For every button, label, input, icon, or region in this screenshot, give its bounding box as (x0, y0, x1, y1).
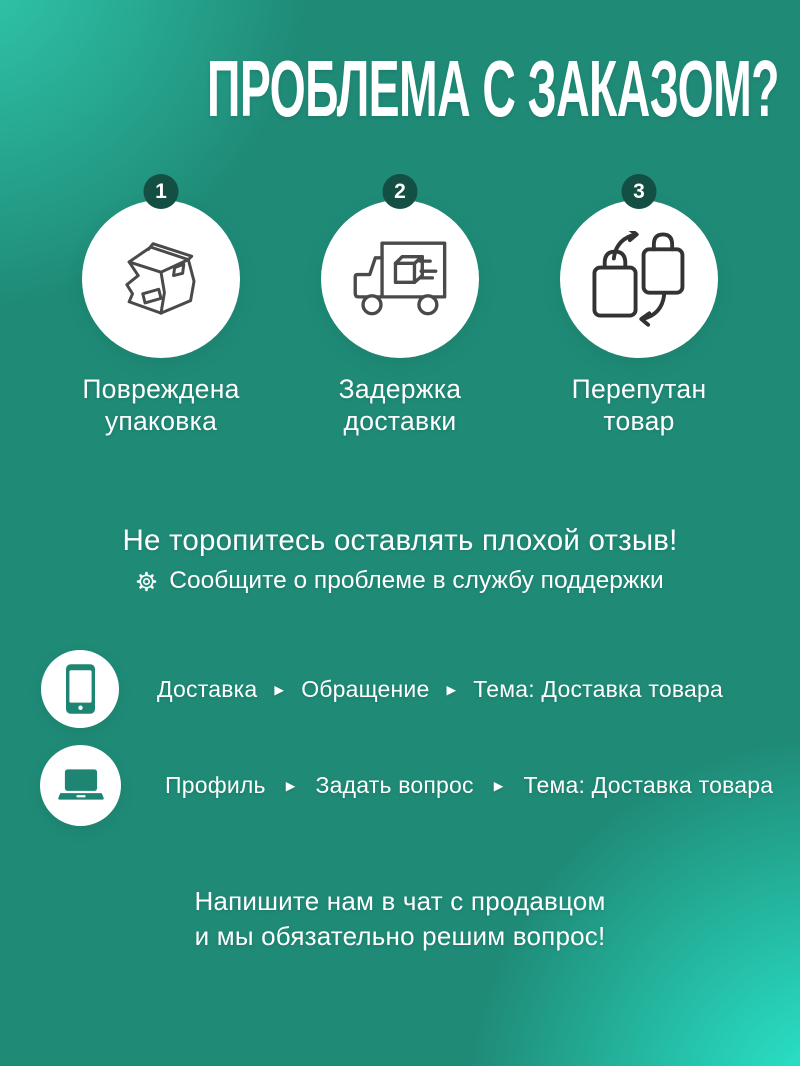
support-path-web (0, 745, 800, 826)
page-title-text: ПРОБЛЕМА С ЗАКАЗОМ? (207, 44, 779, 133)
problem-label-line1: Повреждена (82, 374, 240, 404)
problems-row (0, 179, 800, 438)
gear-icon (136, 571, 157, 592)
problem-label-line2: доставки (343, 406, 457, 437)
device-circle (40, 745, 121, 826)
breadcrumb-step: Тема: Доставка товара (523, 772, 774, 798)
problem-number: 2 (394, 179, 406, 203)
problem-number-badge (383, 174, 418, 209)
page-title (0, 44, 800, 133)
footer-note (0, 884, 800, 953)
problem-number: 1 (155, 179, 167, 203)
chevron-right-icon: ▶ (285, 778, 296, 794)
chevron-right-icon: ▶ (274, 681, 285, 697)
problem-label (82, 373, 239, 438)
problem-circle (560, 179, 718, 358)
problem-card-mixed-up-item (526, 179, 752, 438)
breadcrumb-step: Профиль (165, 772, 266, 798)
breadcrumb-step: Доставка (157, 675, 258, 702)
footer-line1: Напишите нам в чат с продавцом (194, 886, 606, 916)
problem-number-badge (622, 174, 657, 209)
delivery-truck-icon (353, 241, 448, 317)
laptop-icon (58, 769, 104, 802)
chevron-right-icon: ▶ (446, 681, 457, 697)
breadcrumb (157, 676, 723, 703)
advice-subheading: Сообщите о проблеме в службу поддержки (169, 567, 664, 594)
advice-section (0, 524, 800, 595)
problem-label (339, 373, 462, 438)
problem-circle (82, 179, 240, 358)
damaged-box-icon (121, 238, 201, 320)
advice-heading: Не торопитесь оставлять плохой отзыв! (122, 524, 678, 557)
breadcrumb (165, 772, 773, 799)
breadcrumb-step: Обращение (301, 675, 430, 702)
swap-bags-icon (591, 231, 687, 327)
advice-subheading-row (0, 567, 800, 595)
footer-line2: и мы обязательно решим вопрос! (194, 920, 606, 951)
device-circle (41, 650, 119, 728)
breadcrumb-step: Тема: Доставка товара (473, 675, 723, 702)
problem-label-line2: товар (603, 406, 675, 437)
problem-label-line1: Задержка (338, 374, 462, 404)
problem-label-line1: Перепутан (571, 374, 707, 404)
problem-number: 3 (633, 179, 645, 203)
chevron-right-icon: ▶ (493, 778, 504, 794)
problem-circle (321, 179, 479, 358)
breadcrumb-step: Задать вопрос (315, 772, 474, 798)
problem-card-delivery-delay (287, 179, 513, 438)
support-path-app (0, 650, 800, 728)
problem-label (572, 373, 707, 438)
problem-number-badge (144, 174, 179, 209)
problem-label-line2: упаковка (104, 406, 218, 437)
problem-card-damaged-package (48, 179, 274, 438)
smartphone-icon (66, 664, 95, 714)
